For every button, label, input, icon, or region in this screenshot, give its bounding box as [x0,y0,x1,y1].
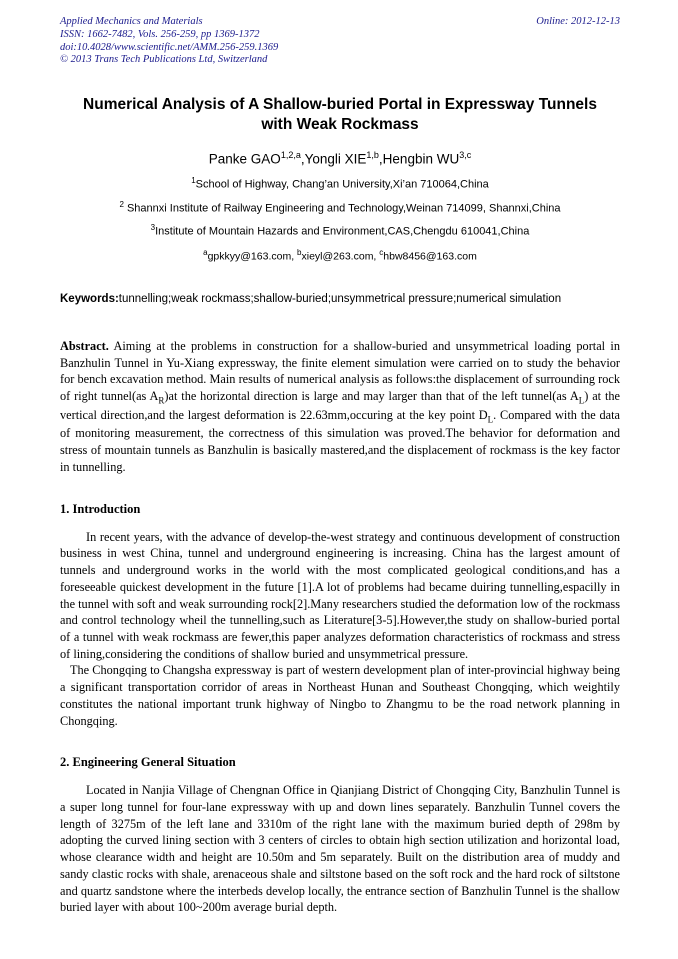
author-name: ,Hengbin WU [378,151,460,167]
email-address: xieyl@263.com, [301,250,380,263]
affiliation-mark: 3 [150,223,156,233]
abstract-text: )at the horizontal direction is large and may larger than that of the left tunnel(as A [164,389,579,404]
affiliation-text: Shannxi Institute of Railway Engineering and Technology,Weinan 714099, Shannxi,China [123,202,561,215]
abstract-text: ) at the vertical direction,and the largest deformation is 22.63mm,occuring at the key point D [60,389,620,422]
author-name: Panke GAO [208,151,281,167]
authors-line [60,150,620,167]
journal-name: Applied Mechanics and Materials [60,16,203,27]
affiliation-2 [60,200,620,215]
section-heading-introduction: 1. Introduction [60,501,141,516]
affiliation-mark: 1 [191,175,196,185]
copyright-line: © 2013 Trans Tech Publications Ltd, Switzerland [60,54,268,66]
affiliation-mark: 2 [119,199,124,209]
abstract [60,338,620,476]
emails-line [60,248,620,263]
author-affiliation-marks: 1,b [366,150,379,161]
paper-title: Numerical Analysis of A Shallow-buried Portal in Expressway Tunnels with Weak Rockmass [83,96,597,134]
keywords-text: tunnelling;weak rockmass;shallow-buried;unsymmetrical pressure;numerical simulation [118,293,562,306]
subscript: L [487,414,494,425]
paragraph-introduction-1: In recent years, with the advance of develop-the-west strategy and continuous development of construction business in west China, tunnel and underground engineering is increasing. China has the largest amount of tunnels and underground works in the world with the most complicated geological conditions,and has a foreseeable quickest development in the future [1].A lot of problems had became duiring tunnelling,espacilly in the tunnel with soft and weak surrounding rock[2].Many researchers studied the deformation low of the rockmass and control technology wheil the tunnelling,such as Literature[3-5].However,the study on shallow-buried portal of a tunnel with weak rockmass are fewer,this paper analyzes deformation characteristics of rockmass and stress of lining,considering the conditions of shallow buried and unsymmetrical pressure. [60,529,620,661]
publication-header-row [60,16,620,29]
affiliation-3 [60,223,620,238]
affiliation-text: Institute of Mountain Hazards and Environment,CAS,Chengdu 610041,China [155,225,530,238]
paragraph-introduction-2: The Chongqing to Changsha expressway is part of western development plan of inter-provincial highway being a significant transportation corridor of areas in Northeast Hunan and Southeast Chongqing, which weightily constitutes the national important trunk highway of Ningbo to Zhangmu to be the road network planning in Chongqing. [60,663,620,728]
section-heading-engineering-general-situation: 2. Engineering General Situation [60,755,236,770]
subscript: R [158,395,165,406]
email-address: hbw8456@163.com [383,250,477,263]
online-date: Online: 2012-12-13 [536,16,620,27]
email-mark: c [379,247,384,257]
subscript: L [578,395,585,406]
keywords-label: Keywords: [60,293,119,306]
affiliation-text: School of Highway, Chang’an University,Xi’an 710064,China [195,178,489,191]
author-affiliation-marks: 3,c [459,150,472,161]
author-name: ,Yongli XIE [300,151,367,167]
doi-line: doi:10.4028/www.scientific.net/AMM.256-259.1369 [60,41,279,53]
abstract-label: Abstract. [60,338,109,353]
keywords-line [60,292,620,308]
paragraph-engineering-1: Located in Nanjia Village of Chengnan Office in Qianjiang District of Chongqing City, Banzhulin Tunnel is a super long tunnel for four-lane expressway with up and down lines separately. Banzhulin Tunnel covers the length of 3275m of the left lane and 3310m of the right lane with the maximum buried depth of 298m by adopting the curved lining section with 3 centers of circles to obtain high section utilization and horizontal load, whose clearance width and height are 10.50m and 5m separately. Built on the distribution area of muddy and sandy clastic rocks with shale, arenaceous shale and siltstone based on the soft rock and the hard rock of siltstone and quartz sandstone where the interbeds develop locally, the entrance section of Banzhulin Tunnel is the shallow buried layer with about 100~200m average burial depth. [60,783,620,915]
email-address: gpkkyy@163.com, [207,250,298,263]
affiliation-1 [60,176,620,191]
author-affiliation-marks: 1,2,a [280,150,301,161]
issn-line: ISSN: 1662-7482, Vols. 256-259, pp 1369-1372 [60,28,260,40]
email-mark: b [297,247,302,257]
abstract-text: Aiming at the problems in construction for a shallow-buried and unsymmetrical loading portal in Banzhulin Tunnel in Yu-Xiang expressway, the finite element simulation were carried on to study the behavior for bench excavation method. Main results of numerical analysis as follows:the displacement of surrounding rock of right tunnel(as A [60,338,620,404]
abstract-text: . Compared with the data of monitoring measurement, the correctness of this simulation was proved.The behavior for deformation and stress of mountain tunnels as Banzhulin is basically mastered,and the displacement of rockmass is the key factor in tunnelling. [60,407,620,474]
publication-header [60,16,620,67]
email-mark: a [203,247,208,257]
